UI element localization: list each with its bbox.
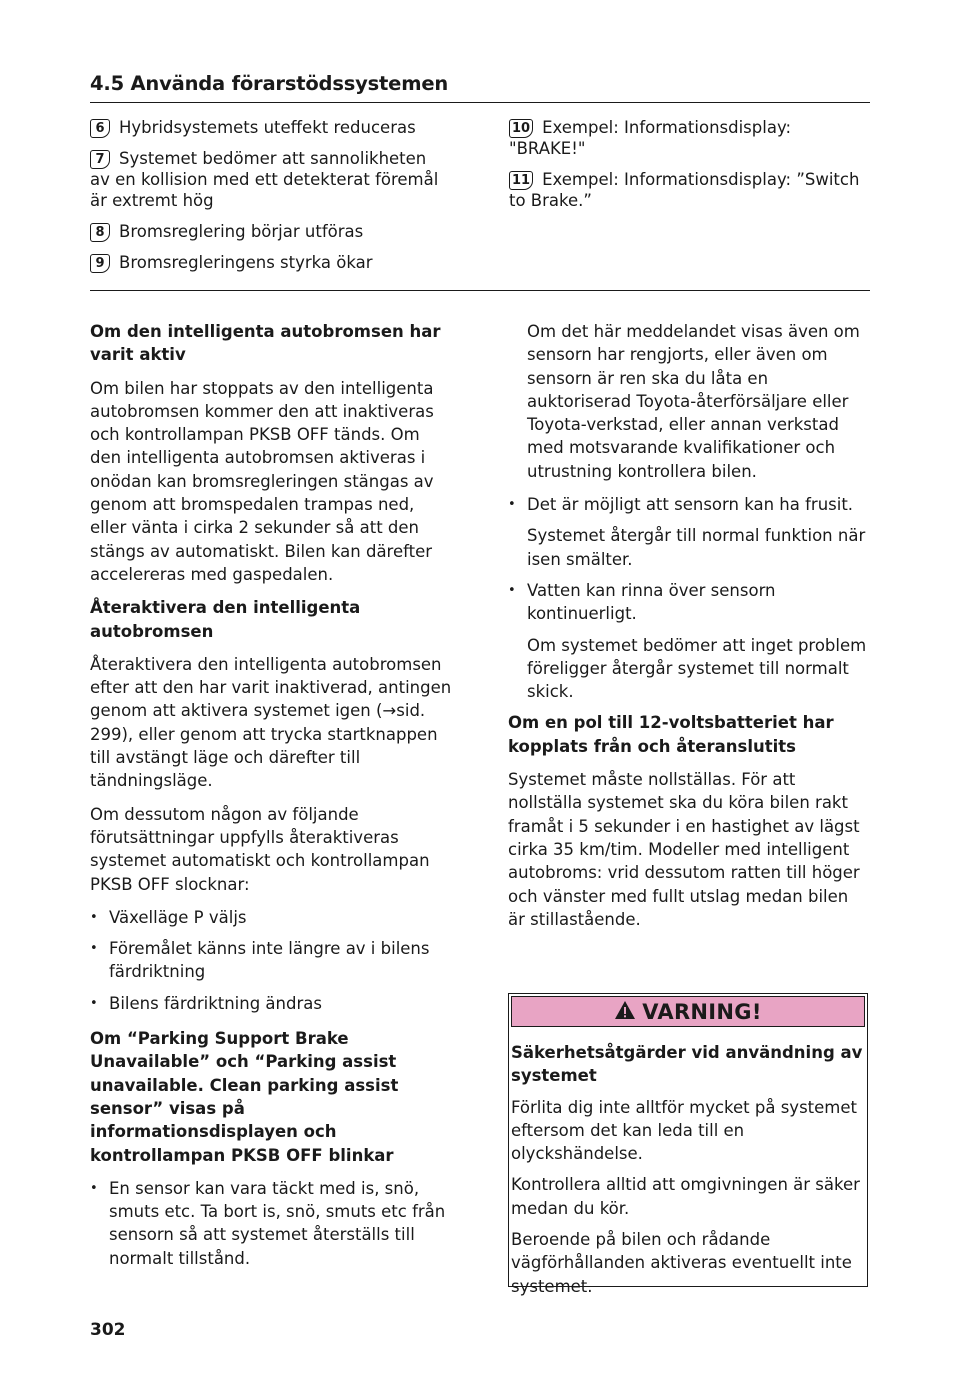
step-text: Exempel: Informationsdisplay: "BRAKE!" xyxy=(509,118,792,158)
list-item: • Bilens färdriktning ändras xyxy=(90,992,452,1015)
warning-paragraph: Förlita dig inte alltför mycket på systemet eftersom det kan leda till en olyckshändelse. xyxy=(511,1097,857,1164)
section-title: 4.5 Använda förarstödssystemen xyxy=(90,72,449,95)
warning-title: Säkerhetsåtgärder vid användning av systemet xyxy=(511,1043,863,1086)
section-divider xyxy=(90,290,870,291)
steps-left xyxy=(90,117,450,283)
list-item-subtext: Om systemet bedömer att inget problem föreligger återgår systemet till normalt skick. xyxy=(527,635,867,702)
step-text: Hybridsystemets uteffekt reduceras xyxy=(119,118,416,137)
left-column xyxy=(90,320,452,1278)
step-number-badge: 6 xyxy=(90,119,110,138)
bullet-list xyxy=(90,906,452,1015)
right-column xyxy=(508,320,870,941)
warning-paragraph: Beroende på bilen och rådande vägförhållanden aktiveras eventuellt inte systemet. xyxy=(511,1230,852,1296)
bullet-list xyxy=(508,493,870,703)
paragraph: Systemet måste nollställas. För att nollställa systemet ska du köra bilen rakt framåt i 5 sekunder i en hastighet av lägst cirka 35 km/tim. Modeller med intelligent autobroms: vrid dessutom ratten till höger och vänster med fullt utslag medan bilen är stillastående. xyxy=(508,770,860,929)
paragraph: Om det här meddelandet visas även om sensorn har rengjorts, eller även om sensorn är ren ska du låta en auktoriserad Toyota-återförsäljare eller Toyota-verkstad, eller annan verkstad med motsvarande kvalifikationer och utrustning kontrollera bilen. xyxy=(527,322,860,481)
step-number-badge: 8 xyxy=(90,223,110,242)
warning-body xyxy=(509,1029,867,1298)
bullet-list xyxy=(90,1177,452,1270)
steps-right xyxy=(509,117,869,221)
warning-paragraph: Kontrollera alltid att omgivningen är säker medan du kör. xyxy=(511,1175,860,1218)
step-item xyxy=(90,221,450,242)
step-text: Bromsreglering börjar utföras xyxy=(119,222,364,241)
list-item xyxy=(508,493,870,571)
paragraph: Återaktivera den intelligenta autobromsen efter att den har varit inaktiverad, antingen genom att aktivera systemet igen (→sid. 299), eller genom att trycka startknappen till avstängt läge och därefter till tändningsläge. xyxy=(90,654,452,791)
list-item-text: • Vatten kan rinna över sensorn kontinuerligt. xyxy=(527,580,776,624)
step-number-badge: 10 xyxy=(509,119,533,138)
list-item: • En sensor kan vara täckt med is, snö, smuts etc. Ta bort is, snö, smuts etc från sensorn så att systemet återställs till normalt tillstånd. xyxy=(90,1177,452,1270)
step-number-badge: 9 xyxy=(90,254,110,273)
warning-box xyxy=(508,993,868,1296)
page-number: 302 xyxy=(90,1320,126,1340)
list-item: • Föremålet känns inte längre av i bilens färdriktning xyxy=(90,937,452,984)
paragraph: Om bilen har stoppats av den intelligenta autobromsen kommer den att inaktiveras och kontrollampan PKSB OFF tänds. Om den intelligenta autobromsen aktiveras i onödan kan bromsregleringen stängas av genom att bromspedalen trampas ned, eller vänta i cirka 2 sekunder så att den stängs av automatiskt. Bilen kan därefter accelereras med gaspedalen. xyxy=(90,378,434,584)
list-item: • Växelläge P väljs xyxy=(90,906,452,929)
warning-triangle-icon xyxy=(614,1000,636,1024)
step-item xyxy=(90,117,450,138)
heading-battery: Om en pol till 12-voltsbatteriet har kopplats från och återanslutits xyxy=(508,713,834,756)
heading-sensor-message: Om “Parking Support Brake Unavailable” och “Parking assist unavailable. Clean parking assist sensor” visas på informationsdisplayen och kontrollampan PKSB OFF blinkar xyxy=(90,1029,399,1165)
step-number-badge: 11 xyxy=(509,171,533,190)
step-text: Systemet bedömer att sannolikheten av en kollision med ett detekterat föremål är extremt hög xyxy=(90,149,439,210)
step-item xyxy=(509,117,869,159)
step-number-badge: 7 xyxy=(90,150,110,169)
list-item xyxy=(508,579,870,703)
warning-header xyxy=(511,996,865,1027)
warning-label: VARNING! xyxy=(642,999,762,1024)
list-item-subtext: Systemet återgår till normal funktion när isen smälter. xyxy=(527,526,866,569)
step-item xyxy=(90,148,450,211)
step-item xyxy=(509,169,869,211)
heading-autobrake-active: Om den intelligenta autobromsen har varit aktiv xyxy=(90,322,441,365)
heading-reactivate: Återaktivera den intelligenta autobromsen xyxy=(90,598,361,641)
header-divider xyxy=(90,102,870,103)
step-text: Bromsregleringens styrka ökar xyxy=(119,253,373,272)
step-item xyxy=(90,252,450,273)
step-text: Exempel: Informationsdisplay: ”Switch to Brake.” xyxy=(509,170,860,210)
list-item-text: • Det är möjligt att sensorn kan ha frusit. xyxy=(527,495,854,515)
paragraph: Om dessutom någon av följande förutsättningar uppfylls återaktiveras systemet automatiskt och kontrollampan PKSB OFF slocknar: xyxy=(90,804,430,894)
